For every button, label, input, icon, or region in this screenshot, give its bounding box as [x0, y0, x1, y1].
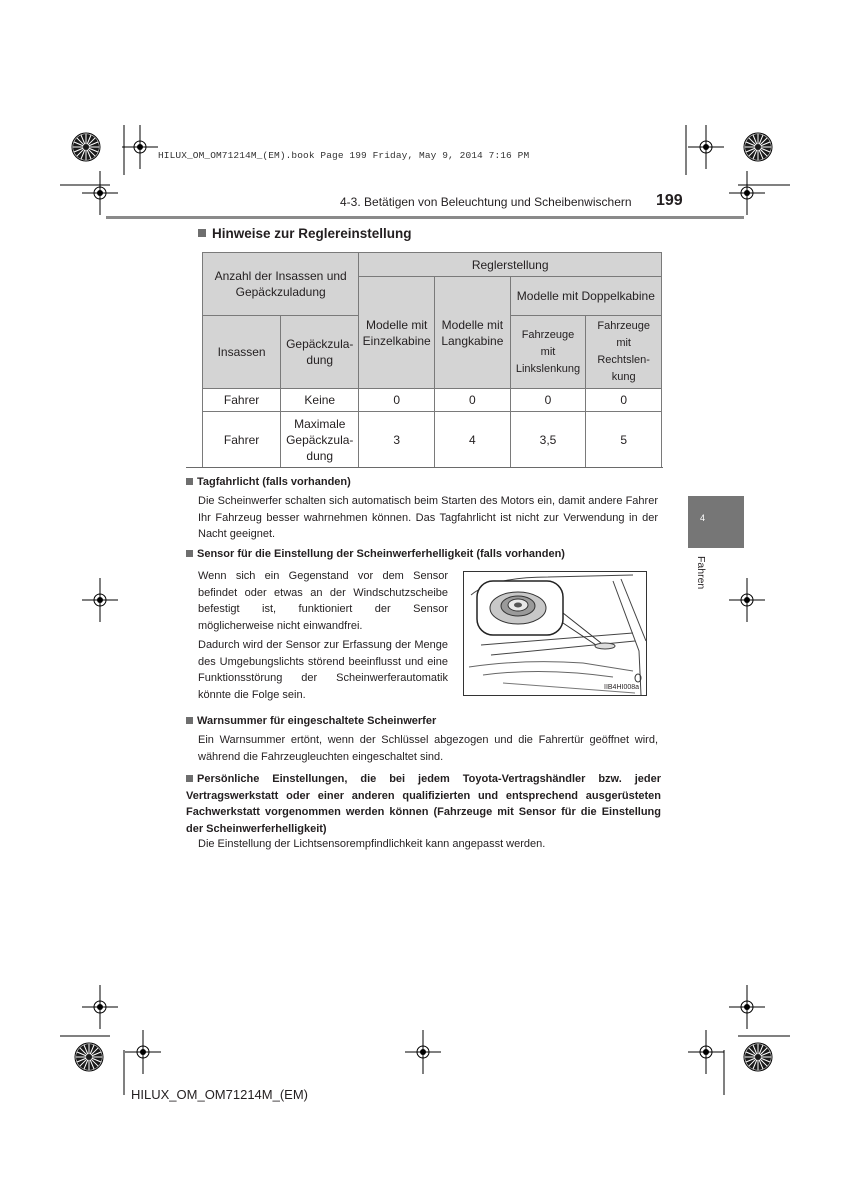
table-cell: 0: [586, 389, 662, 412]
chapter-tab: [688, 496, 744, 548]
note-heading-text: Warnsummer für eingeschaltete Scheinwerfer: [197, 715, 437, 727]
section-divider: [186, 467, 663, 468]
table-cell: 3,5: [510, 412, 586, 468]
table-head-rhd: Fahrzeuge mit Rechtslen-kung: [586, 316, 662, 389]
note-text-light-sensor-2: Dadurch wird der Sensor zur Erfassung der Menge des Umgebungslichts störend beeinflusst und eine Funktionsstörung der Scheinwerferautomatik könnte die Folge sein.: [198, 639, 448, 701]
section-heading-text: Hinweise zur Reglereinstellung: [212, 226, 412, 241]
header-rule: [106, 216, 744, 219]
table-head-extra-cab: Modelle mit Langkabine: [435, 277, 511, 389]
square-bullet-icon: [186, 717, 193, 724]
square-bullet-icon: [198, 229, 206, 237]
note-heading-buzzer: [186, 715, 436, 727]
table-head-setting: Reglerstellung: [359, 253, 662, 277]
running-header-title: 4-3. Betätigen von Beleuchtung und Scheibenwischern: [340, 195, 632, 209]
page-number: 199: [656, 192, 683, 209]
note-text-daytime-lights: Die Scheinwerfer schalten sich automatisch beim Starten des Motors ein, damit andere Fahrer Ihr Fahrzeug besser wahrnehmen können. Das Tagfahrlicht ist nicht zur Verwendung in der Nacht geeignet.: [198, 495, 658, 540]
table-cell: Maximale Gepäckzula-dung: [281, 412, 359, 468]
note-text-customization: Die Einstellung der Lichtsensorempfindlichkeit kann angepasst werden.: [198, 838, 546, 850]
table-cell: Keine: [281, 389, 359, 412]
print-info-line: HILUX_OM_OM71214M_(EM).book Page 199 Friday, May 9, 2014 7:16 PM: [158, 150, 530, 161]
note-heading-text: Sensor für die Einstellung der Scheinwerferhelligkeit (falls vorhanden): [197, 548, 565, 560]
table-cell: 4: [435, 412, 511, 468]
square-bullet-icon: [186, 478, 193, 485]
table-cell: Fahrer: [203, 389, 281, 412]
square-bullet-icon: [186, 775, 193, 782]
table-cell: 0: [510, 389, 586, 412]
table-row: [203, 389, 662, 412]
table-head-lhd: Fahrzeuge mit Linkslenkung: [510, 316, 586, 389]
table-head-insassen: Insassen: [203, 316, 281, 389]
table-head-gepaeck: Gepäckzula-dung: [281, 316, 359, 389]
table-cell: 5: [586, 412, 662, 468]
note-heading-light-sensor: [186, 548, 565, 560]
table-head-occupants: Anzahl der Insassen und Gepäckzuladung: [203, 253, 359, 316]
section-heading: [198, 226, 412, 241]
footer-document-code: HILUX_OM_OM71214M_(EM): [131, 1087, 308, 1102]
note-heading-customization: [186, 771, 661, 837]
note-text-buzzer: Ein Warnsummer ertönt, wenn der Schlüssel abgezogen und die Fahrertür geöffnet wird, während die Fahrzeugleuchten eingeschaltet sind.: [198, 734, 658, 763]
table-head-single-cab: Modelle mit Einzelkabine: [359, 277, 435, 389]
table-row: [203, 412, 662, 468]
table-cell: 0: [435, 389, 511, 412]
chapter-tab-label: Fahren: [695, 556, 707, 590]
note-heading-daytime-lights: [186, 476, 351, 488]
square-bullet-icon: [186, 550, 193, 557]
table-cell: 0: [359, 389, 435, 412]
table-head-double-cab: Modelle mit Doppelkabine: [510, 277, 661, 316]
note-heading-text: Tagfahrlicht (falls vorhanden): [197, 476, 351, 488]
table-cell: 3: [359, 412, 435, 468]
chapter-tab-number: 4: [700, 513, 706, 523]
light-sensor-illustration: [463, 571, 647, 696]
note-text-light-sensor: Wenn sich ein Gegenstand vor dem Sensor befindet oder etwas an der Windschutzscheibe befestigt ist, funktioniert der Sensor möglicherweise nicht einwandfrei.: [198, 570, 448, 632]
adjustment-table: [202, 252, 662, 468]
note-heading-text: Persönliche Einstellungen, die bei jedem Toyota-Vertragshändler bzw. jeder Vertragswerkstatt oder einer anderen qualifizierten und entsprechend ausgerüsteten Fachwerkstatt vorgenommen werden können (Fahrzeuge mit Sensor für die Einstellung der Scheinwerferhelligkeit): [186, 773, 661, 835]
figure-code: IIB4HI008a: [604, 684, 640, 691]
table-cell: Fahrer: [203, 412, 281, 468]
